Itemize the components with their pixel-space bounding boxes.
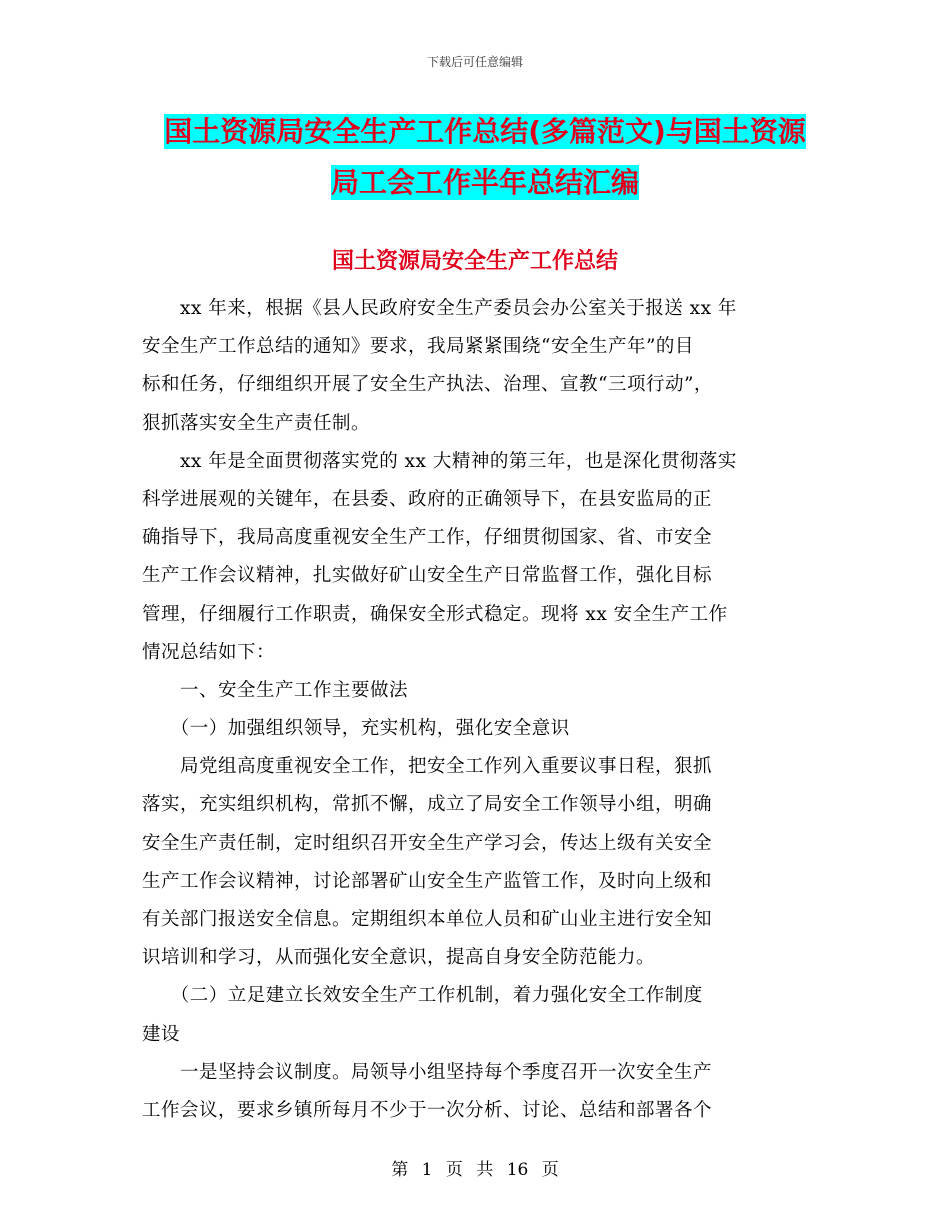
text-line: 安全生产工作总结的通知》要求，我局紧紧围绕“安全生产年”的目: [142, 336, 694, 358]
title-line-2: 局工会工作半年总结汇编: [330, 166, 639, 199]
text-line: xx 年是全面贯彻落实党的 xx 大精神的第三年，也是深化贯彻落实: [142, 450, 737, 472]
body-text: [142, 290, 810, 1130]
text-line: 管理，仔细履行工作职责，确保安全形式稳定。现将 xx 安全生产工作: [142, 603, 728, 625]
heading-line: 建设: [142, 1023, 181, 1045]
section-title: 国土资源局安全生产工作总结: [331, 249, 618, 274]
text-line: 工作会议，要求乡镇所每月不少于一次分析、讨论、总结和部署各个: [142, 1099, 713, 1121]
text-line: 确指导下，我局高度重视安全生产工作，仔细贯彻国家、省、市安全: [142, 527, 713, 549]
title-line-1: 国土资源局安全生产工作总结(多篇范文)与国土资源: [164, 115, 806, 148]
header-note: 下载后可任意编辑: [426, 55, 523, 69]
text-line: 情况总结如下：: [142, 641, 276, 663]
text-line: 生产工作会议精神，讨论部署矿山安全生产监管工作，及时向上级和: [142, 870, 713, 892]
text-line: 有关部门报送安全信息。定期组织本单位人员和矿山业主进行安全知: [142, 909, 713, 930]
page-footer: 第 1 页 共 16 页: [391, 1160, 559, 1180]
document-title: [140, 106, 830, 208]
text-line: 安全生产责任制，定时组织召开安全生产学习会，传达上级有关安全: [142, 832, 713, 854]
text-line: 科学进展观的关键年，在县委、政府的正确领导下，在县安监局的正: [142, 488, 713, 510]
text-line: 狠抓落实安全生产责任制。: [142, 412, 371, 434]
heading-line: （一）加强组织领导，充实机构，强化安全意识: [142, 718, 570, 740]
text-line: 生产工作会议精神，扎实做好矿山安全生产日常监督工作，强化目标: [142, 565, 713, 587]
text-line: 标和任务，仔细组织开展了安全生产执法、治理、宣教“三项行动”，: [142, 374, 713, 396]
heading-line: 一、安全生产工作主要做法: [142, 679, 409, 701]
heading-line: （二）立足建立长效安全生产工作机制，着力强化安全工作制度: [142, 985, 703, 1007]
text-line: xx 年来，根据《县人民政府安全生产委员会办公室关于报送 xx 年: [142, 298, 737, 319]
text-line: 落实，充实组织机构，常抓不懈，成立了局安全工作领导小组，明确: [142, 794, 713, 816]
text-line: 一是坚持会议制度。局领导小组坚持每个季度召开一次安全生产: [142, 1061, 713, 1083]
text-line: 局党组高度重视安全工作，把安全工作列入重要议事日程，狠抓: [142, 756, 713, 778]
text-line: 识培训和学习，从而强化安全意识，提高自身安全防范能力。: [142, 947, 656, 969]
